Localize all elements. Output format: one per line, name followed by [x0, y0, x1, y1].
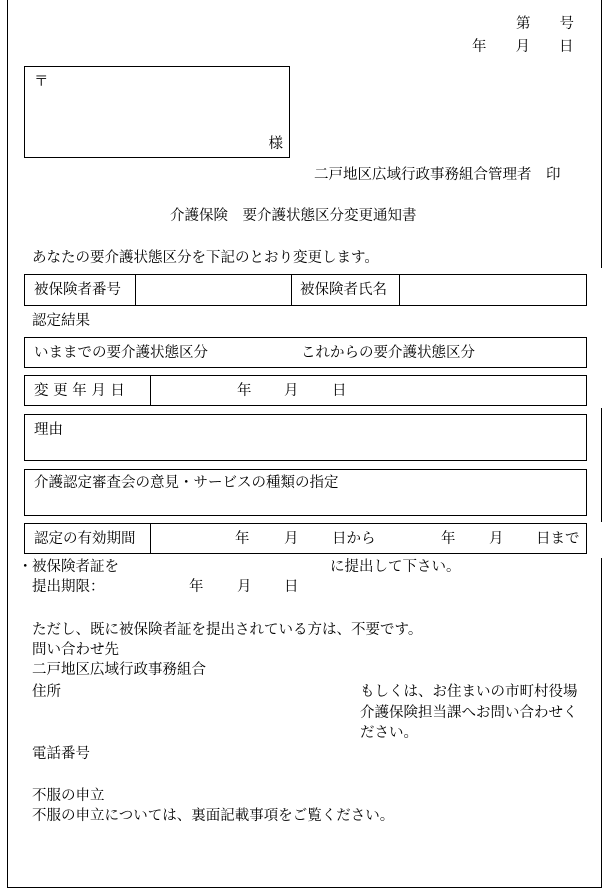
date-label: 年 月 日	[472, 39, 574, 55]
validity-day-to: 日まで	[536, 531, 580, 547]
opinion-label: 介護認定審査会の意見・サービスの種類の指定	[34, 475, 339, 491]
number-label: 第 号	[516, 16, 574, 32]
deadline-day: 日	[284, 579, 299, 595]
contact-alternative-line3: ださい。	[360, 725, 418, 741]
deadline-month: 月	[237, 579, 252, 595]
contact-address-label: 住所	[32, 684, 61, 700]
insured-number-label: 被保険者番号	[34, 282, 121, 298]
contact-heading: 問い合わせ先	[32, 642, 119, 658]
reason-label: 理由	[34, 422, 63, 438]
contact-alternative-line2: 介護保険担当課へお問い合わせく	[360, 705, 578, 721]
cell-divider	[291, 275, 292, 305]
change-date-row	[24, 375, 587, 406]
validity-year-from: 年	[235, 531, 250, 547]
address-box	[24, 66, 290, 158]
deadline-year: 年	[189, 579, 204, 595]
change-month: 月	[284, 383, 299, 399]
cell-divider	[399, 275, 400, 305]
appeal-text: 不服の申立については、裏面記載事項をご覧ください。	[32, 808, 395, 824]
honorific: 様	[268, 136, 283, 152]
change-date-label: 変 更 年 月 日	[34, 383, 125, 399]
validity-day-from: 日から	[332, 531, 376, 547]
border-gap	[599, 522, 605, 558]
contact-phone-label: 電話番号	[32, 746, 90, 762]
submission-instruction: 被保険者証を	[32, 559, 119, 575]
new-care-level-label: これからの要介護状態区分	[301, 345, 475, 361]
deadline-label: 提出期限：	[32, 579, 105, 595]
certification-heading: 認定結果	[32, 313, 90, 329]
cell-divider	[135, 275, 136, 305]
previous-care-level-label: いままでの要介護状態区分	[34, 345, 208, 361]
postal-mark: 〒	[34, 74, 49, 90]
reason-box	[24, 414, 587, 461]
submission-bullet: ・	[18, 559, 33, 575]
validity-year-to: 年	[441, 531, 456, 547]
submission-instruction-suffix: に提出して下さい。	[330, 559, 461, 575]
insured-row	[24, 274, 587, 306]
document-title: 介護保険 要介護状態区分変更通知書	[170, 208, 417, 224]
contact-alternative-line1: もしくは、お住まいの市町村役場	[360, 684, 578, 700]
insured-name-label: 被保険者氏名	[300, 282, 387, 298]
intro-text: あなたの要介護状態区分を下記のとおり変更します。	[32, 250, 379, 266]
care-level-row	[24, 337, 587, 368]
note-text: ただし、既に被保険者証を提出されている方は、不要です。	[32, 622, 423, 638]
change-year: 年	[237, 383, 252, 399]
validity-month-from: 月	[284, 531, 299, 547]
change-day: 日	[332, 383, 347, 399]
border-gap	[599, 268, 605, 408]
validity-row	[24, 523, 587, 554]
validity-month-to: 月	[489, 531, 504, 547]
issuer: 二戸地区広域行政事務組合管理者 印	[314, 167, 561, 183]
cell-divider	[150, 524, 151, 553]
cell-divider	[150, 376, 151, 405]
appeal-heading: 不服の申立	[32, 788, 105, 804]
validity-label: 認定の有効期間	[34, 531, 136, 547]
contact-organization: 二戸地区広域行政事務組合	[32, 662, 206, 678]
opinion-box	[24, 469, 587, 516]
